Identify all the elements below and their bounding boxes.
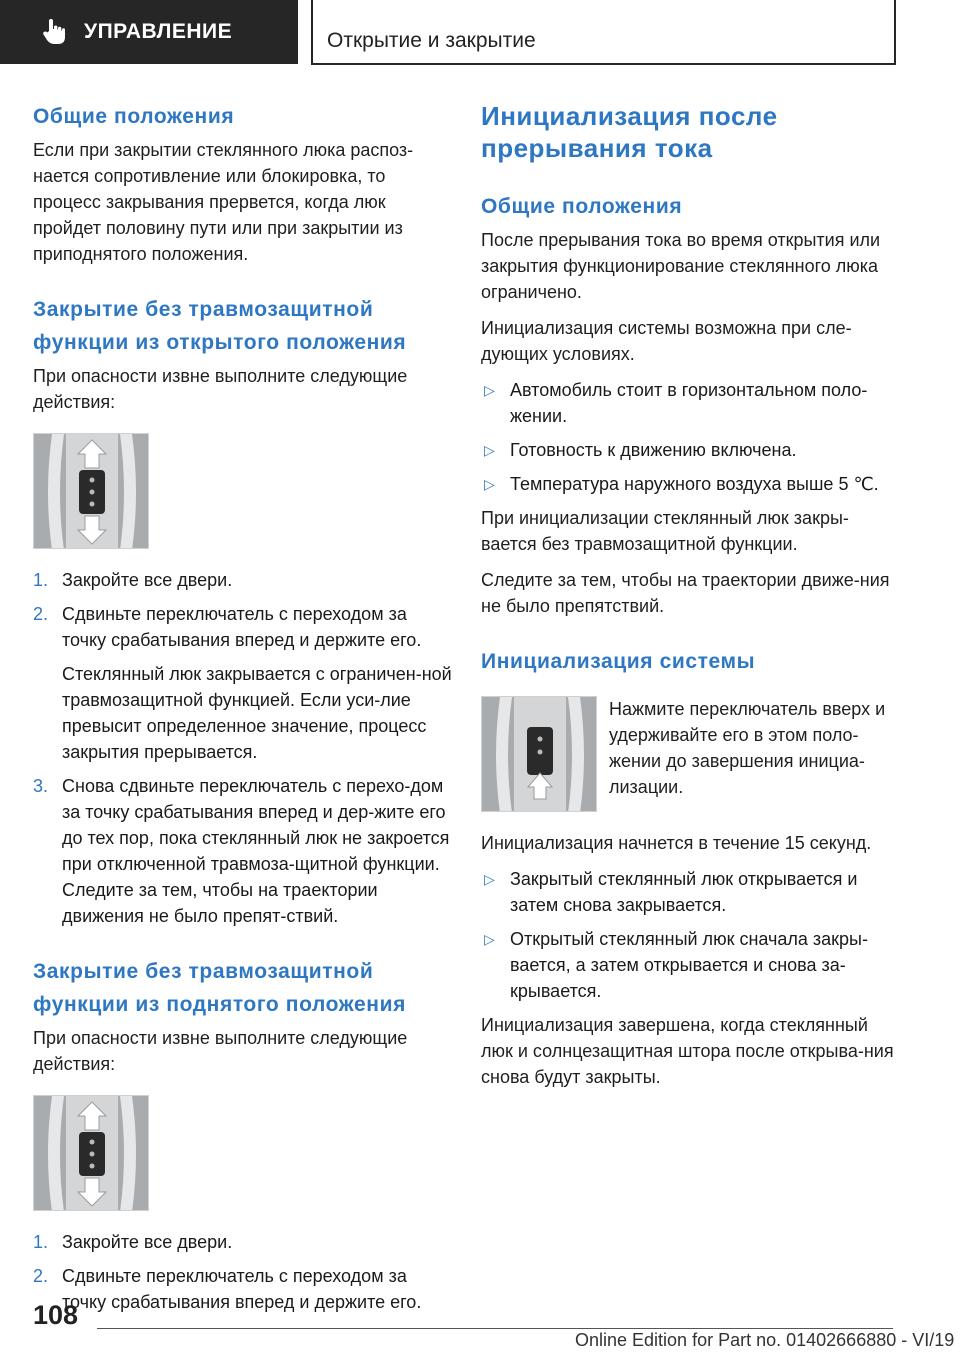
left-s3-heading: Закрытие без травмозащитной функции из поднятого положения	[33, 960, 406, 1016]
chapter-title-box	[311, 0, 896, 65]
right-s1-p3: При инициализации стеклянный люк закры-вается без травмозащитной функции.	[481, 508, 849, 554]
right-s1-p1: После прерывания тока во время открытия или закрытия функционирование стеклянного люка ограничено.	[481, 230, 881, 302]
bullet-text: Автомобиль стоит в горизонтальном поло-жении.	[510, 380, 868, 426]
bullet-text: Температура наружного воздуха выше 5 ℃.	[510, 474, 879, 494]
right-column	[481, 100, 901, 1090]
list-item	[33, 1263, 453, 1315]
switch-raised-image	[33, 1095, 149, 1211]
bullet-text: Готовность к движению включена.	[510, 440, 797, 460]
list-item	[481, 866, 901, 918]
left-s3-steps	[33, 1229, 453, 1315]
step-number: 2.	[33, 604, 49, 624]
page-number: 108	[33, 1300, 79, 1330]
edition-note: Online Edition for Part no. 01402666880 - VI/19	[575, 1330, 955, 1350]
right-main-heading: Инициализация после прерывания тока	[481, 101, 778, 163]
left-s3-intro: При опасности извне выполните следующие действия:	[33, 1028, 408, 1074]
footer-divider	[97, 1328, 893, 1329]
list-item	[33, 1229, 453, 1255]
left-column	[33, 100, 453, 1323]
step-text: Закройте все двери.	[62, 570, 233, 590]
init-instruction	[481, 696, 901, 812]
left-s2-intro: При опасности извне выполните следующие действия:	[33, 366, 408, 412]
triangle-bullet-icon: ▷	[484, 931, 495, 947]
hand-pointer-icon	[40, 17, 70, 47]
step-number: 1.	[33, 570, 49, 590]
chapter-title: Открытие и закрытие	[327, 29, 536, 52]
step-text: Снова сдвиньте переключатель с перехо-дом за точку срабатывания вперед и дер-жите его до тех пор, пока стеклянный люк не закроется при отключенной травмоза-щитной функции. Следите за тем, чтобы на траектории движения не было препят-ствий.	[62, 776, 450, 926]
section-label: УПРАВЛЕНИЕ	[84, 20, 233, 43]
step-number: 3.	[33, 776, 49, 796]
list-item	[481, 437, 901, 463]
step-text: Сдвиньте переключатель с переходом за точку срабатывания вперед и держите его.	[62, 1266, 422, 1312]
step-number: 2.	[33, 1266, 49, 1286]
triangle-bullet-icon: ▷	[484, 382, 495, 398]
triangle-bullet-icon: ▷	[484, 442, 495, 458]
list-item	[481, 926, 901, 1004]
right-s1-heading: Общие положения	[481, 195, 683, 218]
step-text: Закройте все двери.	[62, 1232, 233, 1252]
list-item	[481, 377, 901, 429]
list-item	[33, 773, 453, 929]
right-s1-p4: Следите за тем, чтобы на траектории движе-ния не было препятствий.	[481, 570, 890, 616]
triangle-bullet-icon: ▷	[484, 476, 495, 492]
step-text: Сдвиньте переключатель с переходом за точку срабатывания вперед и держите его.	[62, 604, 422, 650]
right-s1-bullets	[481, 377, 901, 497]
bullet-text: Закрытый стеклянный люк открывается и затем снова закрывается.	[510, 869, 858, 915]
left-s1-text: Если при закрытии стеклянного люка распоз-нается сопротивление или блокировка, то процесс закрывания прервется, когда люк пройдет половину пути или при закрытии из приподнятого положения.	[33, 140, 414, 264]
triangle-bullet-icon: ▷	[484, 871, 495, 887]
list-item	[33, 601, 453, 765]
right-s1-p2: Инициализация системы возможна при сле-дующих условиях.	[481, 318, 852, 364]
step-note: Стеклянный люк закрывается с ограничен-ной травмозащитной функцией. Если уси-лие превысит определенное значение, процесс закрытия прерывается.	[62, 664, 452, 762]
switch-up-image	[481, 696, 597, 812]
list-item	[481, 471, 901, 497]
step-number: 1.	[33, 1232, 49, 1252]
right-s2-p2: Инициализация завершена, когда стеклянный люк и солнцезащитная штора после открыва-ния снова будут закрыты.	[481, 1015, 894, 1087]
right-s2-heading: Инициализация системы	[481, 650, 756, 673]
switch-forward-image	[33, 433, 149, 549]
section-tab	[0, 0, 298, 64]
left-s1-heading: Общие положения	[33, 105, 235, 128]
left-s2-steps	[33, 567, 453, 929]
bullet-text: Открытый стеклянный люк сначала закры-вается, а затем открывается и снова за-крывается.	[510, 929, 868, 1001]
right-s2-bullets	[481, 866, 901, 1004]
left-s2-heading: Закрытие без травмозащитной функции из открытого положения	[33, 298, 407, 354]
init-instruction-text: Нажмите переключатель вверх и удерживайте его в этом поло-жении до завершения инициа-лизации.	[609, 699, 886, 797]
right-s2-p1: Инициализация начнется в течение 15 секунд.	[481, 833, 872, 853]
list-item	[33, 567, 453, 593]
